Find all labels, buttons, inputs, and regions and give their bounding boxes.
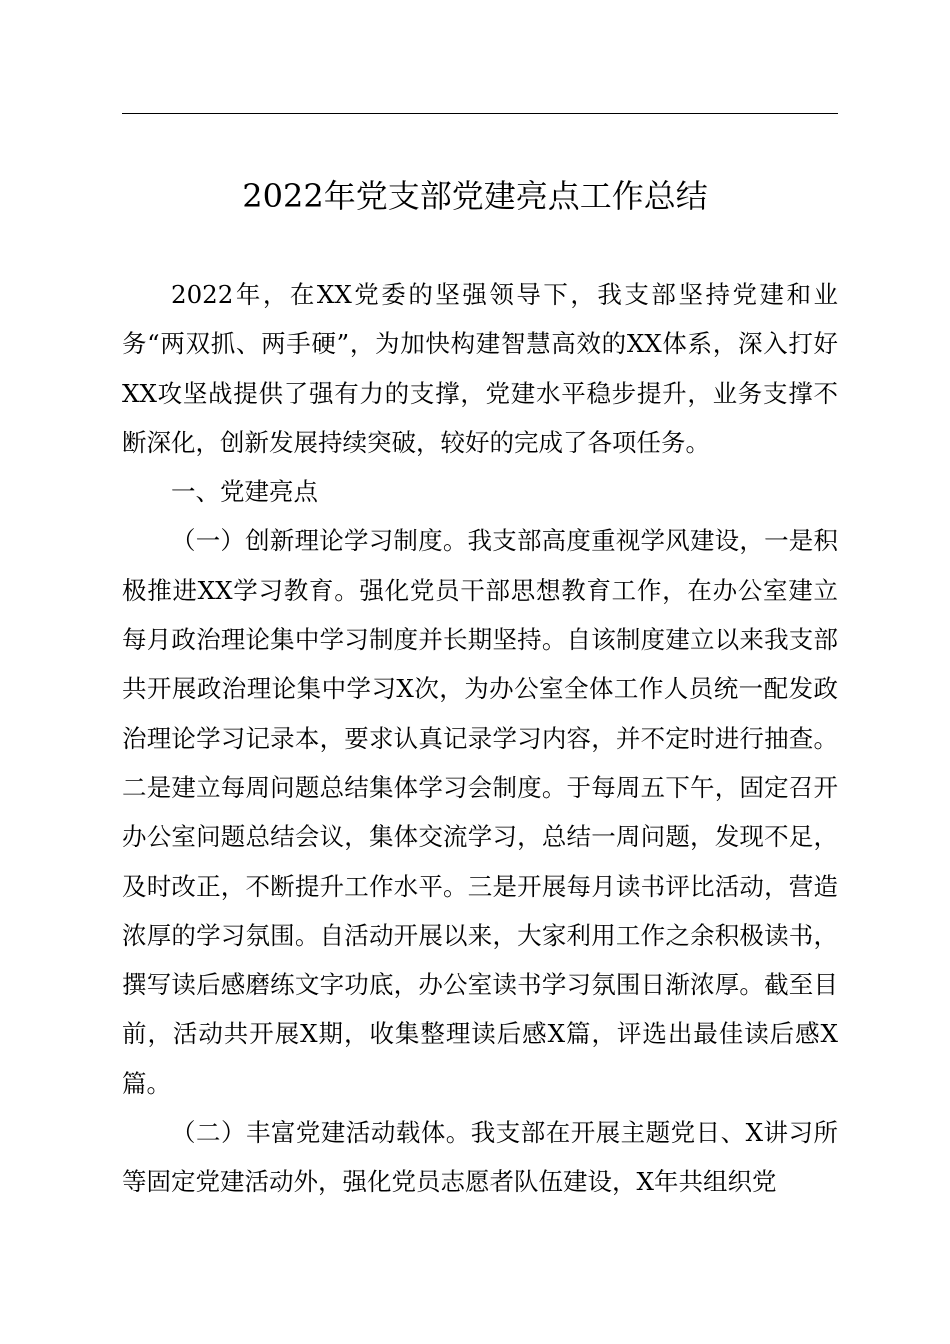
body-paragraph: （二）丰富党建活动载体。我支部在开展主题党日、X讲习所等固定党建活动外，强化党员志愿者队伍建设，X年共组织党 [122,1118,838,1197]
body-paragraph: （一）创新理论学习制度。我支部高度重视学风建设，一是积极推进XX学习教育。强化党员干部思想教育工作，在办公室建立每月政治理论集中学习制度并长期坚持。自该制度建立以来我支部共开展政治理论集中学习X次，为办公室全体工作人员统一配发政治理论学习记录本，要求认真记录学习内容，并不定时进行抽查。二是建立每周问题总结集体学习会制度。于每周五下午，固定召开办公室问题总结会议，集体交流学习，总结一周问题，发现不足，及时改正，不断提升工作水平。三是开展每月读书评比活动，营造浓厚的学习氛围。自活动开展以来，大家利用工作之余积极读书，撰写读后感磨练文字功底，办公室读书学习氛围日渐浓厚。截至目前，活动共开展X期，收集整理读后感X篇，评选出最佳读后感X篇。 [122,526,838,1098]
section-heading: 一、党建亮点 [171,477,318,507]
intro-paragraph: 2022年，在XX党委的坚强领导下，我支部坚持党建和业务“两双抓、两手硬”，为加快构建智慧高效的XX体系，深入打好XX攻坚战提供了强有力的支撑，党建水平稳步提升，业务支撑不断深化，创新发展持续突破，较好的完成了各项任务。 [122,280,838,457]
document-title: 2022年党支部党建亮点工作总结 [242,177,708,215]
header-rule [122,113,838,114]
document-body [122,270,838,1207]
